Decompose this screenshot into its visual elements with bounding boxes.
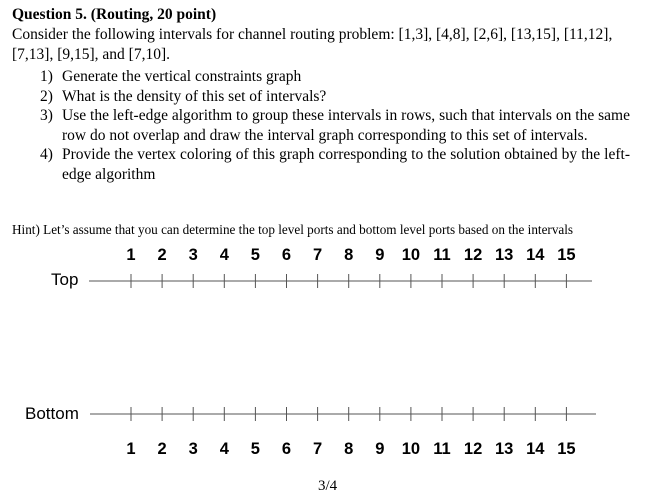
item-number: 4) <box>40 146 53 163</box>
question-title: Question 5. (Routing, 20 point) <box>12 6 217 23</box>
top-position-number: 10 <box>401 246 421 264</box>
item-text: Generate the vertical constraints graph <box>62 68 302 85</box>
bottom-position-number: 10 <box>401 440 421 458</box>
top-position-number: 7 <box>313 246 323 264</box>
top-position-number: 5 <box>250 246 260 264</box>
bottom-position-number: 4 <box>219 440 229 458</box>
bottom-position-number: 14 <box>526 440 545 458</box>
bottom-position-number: 11 <box>433 440 451 458</box>
bottom-position-number: 12 <box>463 440 483 458</box>
hint-text: Hint) Let’s assume that you can determine the top level ports and bottom level ports based on the intervals <box>12 222 574 237</box>
top-position-number: 4 <box>219 246 229 264</box>
bottom-position-number: 7 <box>313 440 323 458</box>
top-position-number: 14 <box>526 246 545 264</box>
bottom-position-number: 13 <box>495 440 514 458</box>
item-text: Use the left-edge algorithm to group these intervals in rows, such that intervals on the same row do not overlap and draw the interval graph corresponding to this set of intervals. <box>62 107 630 144</box>
question-intro: Consider the following intervals for channel routing problem: [1,3], [4,8], [2,6], [13,15], [11,12], [7,13], [9,15], and [7,10]. <box>12 26 613 63</box>
top-position-number: 13 <box>495 246 514 264</box>
item-text: What is the density of this set of intervals? <box>62 87 327 105</box>
top-position-number: 3 <box>188 246 198 264</box>
item-number: 2) <box>40 87 53 105</box>
page-number: 3/4 <box>318 478 338 494</box>
bottom-position-number: 1 <box>126 440 136 458</box>
bottom-axis <box>90 407 596 421</box>
top-position-number: 9 <box>375 246 385 264</box>
bottom-position-number: 6 <box>281 440 292 458</box>
item-number: 1) <box>40 68 53 85</box>
bottom-position-number: 9 <box>375 440 385 458</box>
bottom-position-number: 2 <box>157 440 167 458</box>
top-position-number: 8 <box>344 246 354 264</box>
top-axis <box>89 274 592 288</box>
bottom-position-number: 8 <box>344 440 354 458</box>
top-position-number: 1 <box>126 246 136 264</box>
top-position-number: 15 <box>557 246 576 264</box>
bottom-position-number: 5 <box>250 440 260 458</box>
item-text: Provide the vertex coloring of this graph corresponding to the solution obtained by the left-edge algorithm <box>62 146 630 183</box>
top-position-number: 11 <box>433 246 451 264</box>
top-position-number: 2 <box>157 246 167 264</box>
top-position-number: 6 <box>281 246 292 264</box>
bottom-position-number: 3 <box>188 440 198 458</box>
top-axis-label: Top <box>51 270 79 289</box>
bottom-axis-label: Bottom <box>25 404 79 423</box>
item-number: 3) <box>40 107 53 124</box>
top-position-number: 12 <box>463 246 483 264</box>
bottom-position-numbers <box>0 440 670 460</box>
bottom-position-number: 15 <box>557 440 576 458</box>
